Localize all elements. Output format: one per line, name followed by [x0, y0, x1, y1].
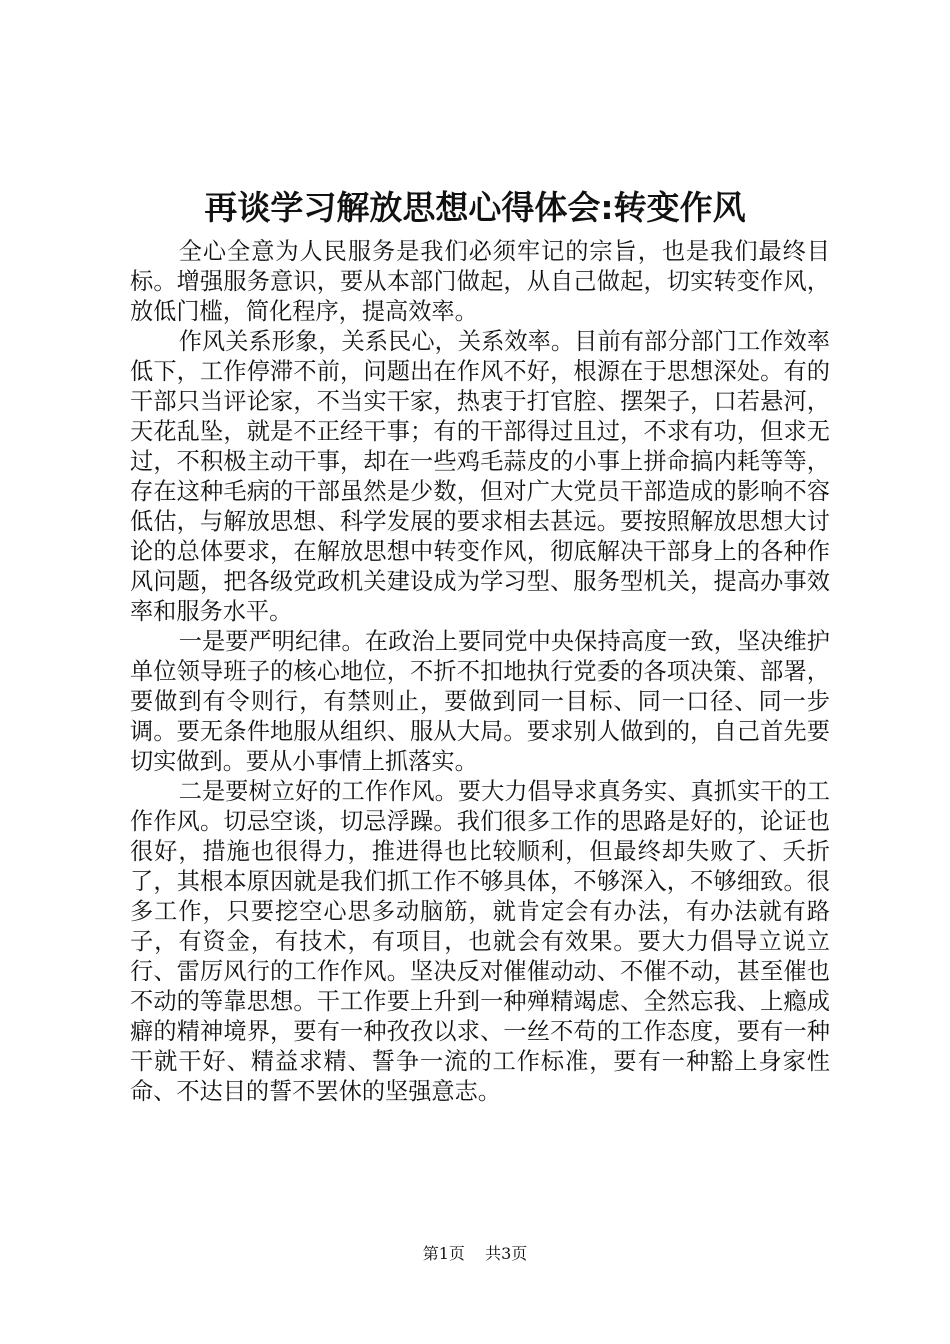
document-body — [130, 237, 830, 1107]
paragraph-1: 全心全意为人民服务是我们必须牢记的宗旨，也是我们最终目标。增强服务意识，要从本部门做起，从自己做起，切实转变作风，放低门槛，简化程序，提高效率。 — [130, 238, 830, 325]
paragraph-4: 二是要树立好的工作作风。要大力倡导求真务实、真抓实干的工作作风。切忌空谈，切忌浮躁。我们很多工作的思路是好的，论证也很好，措施也很得力，推进得也比较顺利，但最终却失败了、夭折了，其根本原因就是我们抓工作不够具体，不够深入，不够细致。很多工作，只要挖空心思多动脑筋，就肯定会有办法，有办法就有路子，有资金，有技术，有项目，也就会有效果。要大力倡导立说立行、雷厉风行的工作作风。坚决反对催催动动、不催不动，甚至催也不动的等靠思想。干工作要上升到一种殚精竭虑、全然忘我、上瘾成癖的精神境界，要有一种孜孜以求、一丝不苟的工作态度，要有一种干就干好、精益求精、誓争一流的工作标准，要有一种豁上身家性命、不达目的誓不罢休的坚强意志。 — [130, 778, 830, 1105]
page-footer — [0, 1244, 950, 1264]
page-number-total: 共3页 — [485, 1244, 528, 1263]
document-title: 再谈学习解放思想心得体会:转变作风 — [204, 188, 746, 227]
page-number-current: 第1页 — [422, 1244, 465, 1263]
paragraph-3: 一是要严明纪律。在政治上要同党中央保持高度一致，坚决维护单位领导班子的核心地位，不折不扣地执行党委的各项决策、部署，要做到有令则行，有禁则止，要做到同一目标、同一口径、同一步调。要无条件地服从组织、服从大局。要求别人做到的，自己首先要切实做到。要从小事情上抓落实。 — [130, 628, 830, 775]
paragraph-2: 作风关系形象，关系民心，关系效率。目前有部分部门工作效率低下，工作停滞不前，问题出在作风不好，根源在于思想深处。有的干部只当评论家，不当实干家，热衷于打官腔、摆架子，口若悬河，天花乱坠，就是不正经干事；有的干部得过且过，不求有功，但求无过，不积极主动干事，却在一些鸡毛蒜皮的小事上拼命搞内耗等等，存在这种毛病的干部虽然是少数，但对广大党员干部造成的影响不容低估，与解放思想、科学发展的要求相去甚远。要按照解放思想大讨论的总体要求，在解放思想中转变作风，彻底解决干部身上的各种作风问题，把各级党政机关建设成为学习型、服务型机关，提高办事效率和服务水平。 — [130, 328, 830, 625]
